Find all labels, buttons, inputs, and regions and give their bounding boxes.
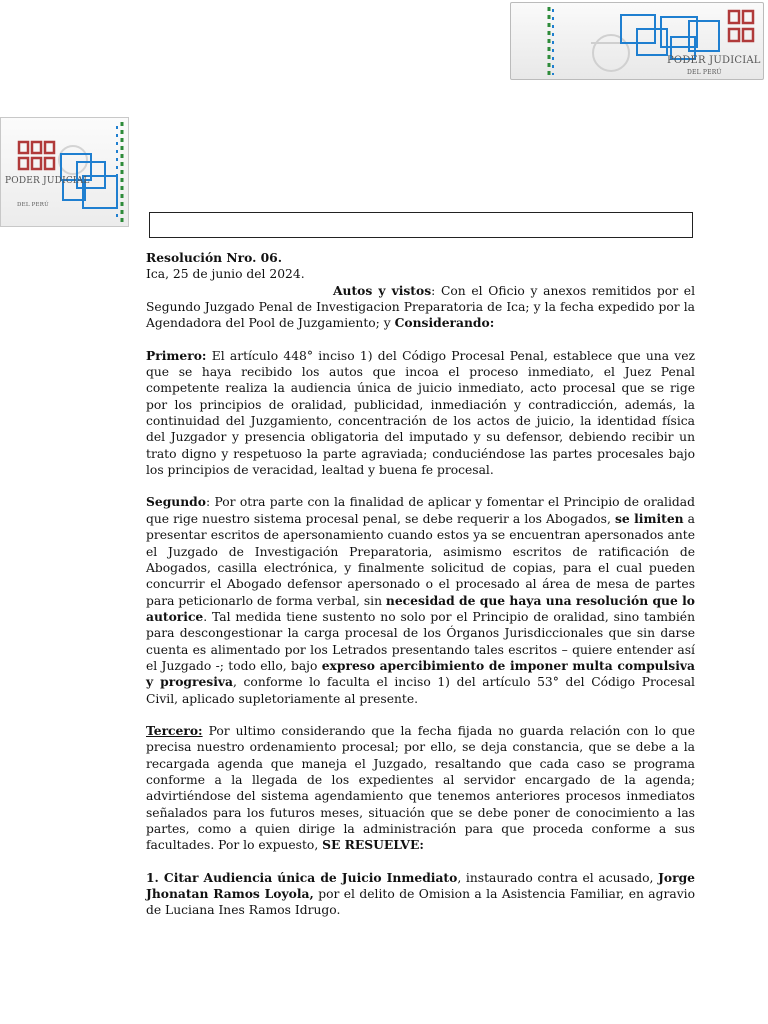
autos-label: Autos y vistos — [333, 282, 432, 298]
resolutive-item-1: 1. Citar Audiencia única de Juicio Inmediato, instaurado contra el acusado, Jorge Jhonatan Ramos Loyola, por el delito de Omision a la Asistencia Familiar, en agravio de Luciana Ines Ramos Idrugo. — [146, 869, 696, 918]
logo-text-line1: PODER JUDICIAL — [5, 176, 90, 186]
tercero-paragraph: Tercero: Por ultimo considerando que la fecha fijada no guarda relación con lo que precisa nuestro ordenamiento procesal; por ello, se deja constancia, que se debe a la recargada agenda que maneja el Juzgado, resaltando que cada caso se programa conforme a la llegada de los expedientes al servidor encargado de la agenda; advirtiéndose del sistema agendamiento que tenemos anteriores procesos inmediatos señalados para los futuros meses, situación que se debe poner de conocimiento a las partes, como a quien dirige la administración para que proceda conforme a sus facultades. Por lo expuesto, SE RESUELVE: — [146, 722, 695, 853]
logo-emblem-icon — [1, 118, 130, 228]
primero-text: El artículo 448° inciso 1) del Código Procesal Penal, establece que una vez que se haya recibido los autos que incoa el proceso inmediato, el Juez Penal competente realiza la audiencia única de juicio inmediato, acto procesal que se rige por los principios de oralidad, publicidad, inmediación y contradicción, además, la continuidad del Juzgamiento, concentración de los actos de juicio, la identidad física del Juzgador y presencia obligatoria del imputado y su defensor, debiendo recibir un trato digno y respetuoso la parte agraviada; conduciéndose las partes procesales bajo los principios de veracidad, lealtad y buena fe procesal. — [146, 348, 695, 478]
autos-text: : Con el Oficio y anexos remitidos por el Segundo Juzgado Penal de Investigacion Preparatoria de Ica; y la fecha expedido por la Agendadora del Pool de Juzgamiento; y — [146, 283, 695, 331]
logo-text-line2: DEL PERÚ — [17, 202, 49, 208]
resolution-title: Resolución Nro. 06. — [146, 250, 283, 265]
header-box — [149, 212, 693, 238]
logo-text-line2: DEL PERÚ — [687, 69, 722, 76]
primero-label: Primero: — [146, 347, 207, 363]
poder-judicial-logo-top — [510, 2, 764, 80]
segundo-label: Segundo — [146, 494, 206, 510]
segundo-paragraph: Segundo: Por otra parte con la finalidad de aplicar y fomentar el Principio de oralidad que rige nuestro sistema procesal penal, se debe requerir a los Abogados, se limiten a presentar escritos de apersonamiento cuando estos ya se encuentran apersonados ante el Juzgado de Investigación Preparatoria, asimismo escritos de ratificación de Abogados, casilla electrónica, y finalmente solicitud de copias, para el cual pueden concurrir el Abogado defensor apersonado o el procesado al área de mesa de partes para peticionarlo de forma verbal, sin necesidad de que haya una resolución que lo autorice. Tal medida tiene sustento no solo por el Principio de oralidad, sino también para descongestionar la carga procesal de los Órganos Jurisdiccionales que sin darse cuenta es alimentado por los Letrados presentando tales escritos – quiere entender así el Juzgado -; todo ello, bajo expreso apercibimiento de imponer multa compulsiva y progresiva, conforme lo faculta el inciso 1) del artículo 53° del Código Procesal Civil, aplicado supletoriamente al presente. — [146, 494, 696, 706]
resolution-document — [146, 250, 695, 919]
autos-paragraph — [146, 283, 695, 332]
logo-text-line1: PODER JUDICIAL — [667, 55, 761, 66]
logo-emblem-icon — [511, 3, 765, 81]
poder-judicial-logo-left — [0, 117, 129, 227]
considerando-label: Considerando: — [394, 315, 495, 331]
primero-paragraph — [146, 348, 695, 479]
place-date: Ica, 25 de junio del 2024. — [146, 267, 305, 282]
tercero-label: Tercero: — [146, 722, 203, 738]
